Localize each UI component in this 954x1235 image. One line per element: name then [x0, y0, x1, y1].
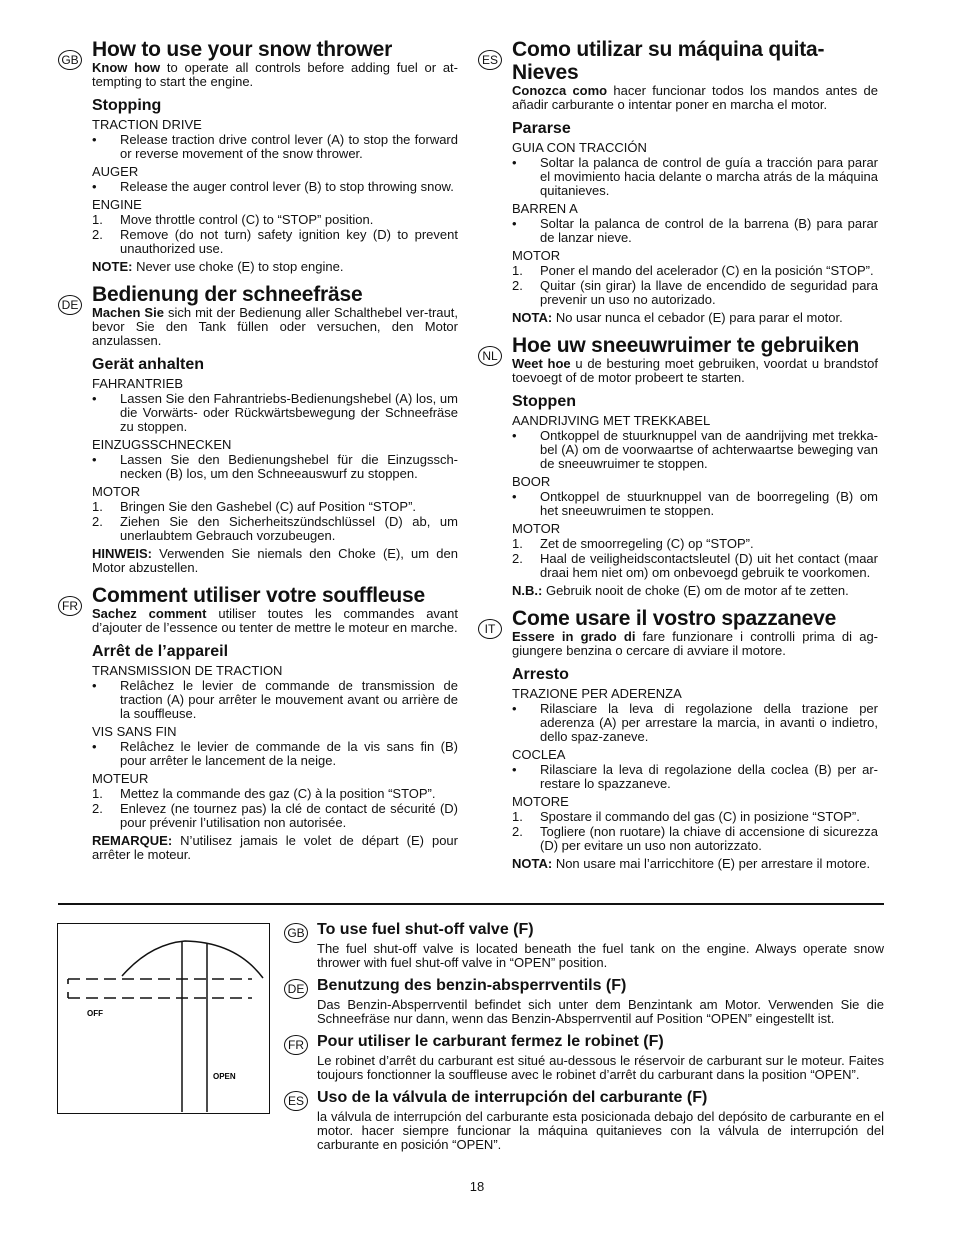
intro-text: fare funzionare i controlli prima di ag-giungere benzina o cercare di avviare il motore. [512, 629, 879, 658]
language-badge: GB [58, 50, 82, 70]
section-intro [92, 607, 458, 635]
language-badge: DE [58, 295, 82, 315]
section-note [92, 260, 458, 274]
fuel-section-fr [284, 1032, 884, 1082]
list-item [92, 228, 458, 256]
fuel-section-de [284, 976, 884, 1026]
language-badge: FR [58, 596, 82, 616]
list-item [512, 537, 878, 551]
language-badge: GB [284, 923, 308, 943]
group-label: MOTOR [512, 248, 561, 263]
list-text: Relâchez le levier de commande de la vis sans fin (B) pour arrêter le lancement de la neige. [120, 739, 458, 768]
list-marker: • [512, 762, 517, 777]
list-text: Ziehen Sie den Sicherheitszündschlüssel (D) ab, um unerlaubtem Gebrauch vorzubeugen. [120, 514, 458, 543]
section-note [92, 834, 458, 862]
note-text: N’utilisez jamais le volet de départ (E) pour arrêter le moteur. [92, 833, 458, 862]
list-item [512, 217, 878, 245]
section-subtitle: Gerät anhalten [92, 356, 205, 373]
section-fr [58, 584, 458, 862]
group-label: MOTOR [92, 484, 141, 499]
fuel-section-title: Pour utiliser le carburant fermez le robinet (F) [317, 1033, 664, 1050]
language-badge: FR [284, 1035, 308, 1055]
list-marker: 1. [92, 499, 103, 514]
section-note [512, 584, 878, 598]
fuel-valve-instructions [284, 920, 884, 1158]
section-es [478, 38, 878, 325]
open-label: OPEN [213, 1072, 236, 1081]
intro-emphasis: Machen Sie [92, 305, 164, 320]
note-label: NOTE: [92, 259, 133, 274]
list-text: Soltar la palanca de control de guía a tracción para parar el movimiento hacia delante o marcha atrás de la máquina quitanieves. [540, 155, 878, 198]
list-marker: • [92, 452, 97, 467]
section-intro [92, 61, 458, 89]
intro-text: u de besturing moet gebruiken, voordat u brandstof toevoegt of de motor probeert te starten. [512, 356, 878, 385]
right-column [478, 38, 878, 871]
list-marker: • [92, 391, 97, 406]
note-label: HINWEIS: [92, 546, 152, 561]
list-item [512, 429, 878, 471]
list-text: Haal de veiligheidscontactsleutel (D) uit het contact (maar draai hem niet om) om onbevoegd gebruik te voorkomen. [540, 551, 878, 580]
list-item [92, 213, 458, 227]
section-title: How to use your snow thrower [92, 38, 393, 61]
group-label: ENGINE [92, 197, 142, 212]
group-label: AUGER [92, 164, 139, 179]
section-intro [92, 306, 458, 348]
fuel-valve-diagram [58, 924, 268, 1112]
intro-emphasis: Weet hoe [512, 356, 571, 371]
list-text: Enlevez (ne tournez pas) la clé de contact de sécurité (D) pour prévenir l’utilisation non autorisée. [120, 801, 458, 830]
list-text: Remove (do not turn) safety ignition key (D) to prevent unauthorized use. [120, 227, 458, 256]
fuel-valve-figure [57, 923, 270, 1114]
list-item [512, 810, 878, 824]
group-label: VIS SANS FIN [92, 724, 177, 739]
list-text: Rilasciare la leva di regolazione della coclea (B) per ar-restare lo spazzaneve. [540, 762, 878, 791]
list-item [512, 156, 878, 198]
intro-text: utiliser toutes les commandes avant d’ajouter de l’essence ou tenter de mettre le moteur en marche. [92, 606, 458, 635]
list-item [92, 133, 458, 161]
list-marker: • [512, 428, 517, 443]
group-label: FAHRANTRIEB [92, 376, 184, 391]
language-badge: DE [284, 979, 308, 999]
fuel-section-text: Le robinet d’arrêt du carburant est situé au-dessous le réservoir de carburant sur le moteur. Faites toujours fonctionner la souffleuse avec le robinet d’arrêt du carburant dans la position “OPEN”. [317, 1053, 884, 1082]
list-text: Release the auger control lever (B) to stop throwing snow. [120, 179, 454, 194]
section-subtitle: Stoppen [512, 393, 576, 410]
note-label: NOTA: [512, 310, 553, 325]
section-it [478, 607, 878, 871]
section-title: Comment utiliser votre souffleuse [92, 584, 425, 607]
list-text: Rilasciare la leva di regolazione della trazione per aderenza (A) per arrestare la marcia, in avanti o indietro, dello spaz-zaneve. [540, 701, 878, 744]
group-label: BARREN A [512, 201, 578, 216]
group-label: EINZUGSSCHNECKEN [92, 437, 232, 452]
list-item [92, 679, 458, 721]
intro-emphasis: Essere in grado di [512, 629, 636, 644]
group-label: MOTEUR [92, 771, 149, 786]
list-item [512, 264, 878, 278]
list-marker: • [512, 216, 517, 231]
language-badge: ES [284, 1091, 308, 1111]
left-column [58, 38, 458, 862]
section-subtitle: Stopping [92, 97, 162, 114]
list-marker: • [92, 739, 97, 754]
group-label: MOTOR [512, 521, 561, 536]
group-label: TRANSMISSION DE TRACTION [92, 663, 283, 678]
note-text: No usar nunca el cebador (E) para parar el motor. [552, 310, 843, 325]
list-text: Zet de smoorregeling (C) op “STOP”. [540, 536, 754, 551]
list-text: Ontkoppel de stuurknuppel van de boorregeling (B) om het sneeuwruimen te stoppen. [540, 489, 878, 518]
list-item [92, 392, 458, 434]
fuel-section-text: The fuel shut-off valve is located beneath the fuel tank on the engine. Always operate snow thrower with fuel shut-off valve in “OPEN” position. [317, 941, 884, 970]
list-text: Togliere (non ruotare) la chiave di accensione di sicurezza (D) per evitare un uso non autorizzato. [540, 824, 878, 853]
note-text: Never use choke (E) to stop engine. [132, 259, 344, 274]
group-label: MOTORE [512, 794, 569, 809]
fuel-section-title: Uso de la válvula de interrupción del carburante (F) [317, 1089, 708, 1106]
section-subtitle: Pararse [512, 120, 571, 137]
section-note [92, 547, 458, 575]
list-marker: 2. [92, 227, 103, 242]
note-text: Gebruik nooit de choke (E) om de motor af te zetten. [542, 583, 849, 598]
section-title: Como utilizar su máquina quita-Nieves [512, 38, 825, 84]
group-label: TRAZIONE PER ADERENZA [512, 686, 682, 701]
note-text: Verwenden Sie niemals den Choke (E), um den Motor abzustellen. [92, 546, 458, 575]
group-label: AANDRIJVING MET TREKKABEL [512, 413, 711, 428]
list-item [512, 552, 878, 580]
list-text: Spostare il commando del gas (C) in posizione “STOP”. [540, 809, 860, 824]
section-gb [58, 38, 458, 274]
list-item [512, 825, 878, 853]
list-text: Poner el mando del acelerador (C) en la posición “STOP”. [540, 263, 874, 278]
list-marker: • [512, 489, 517, 504]
list-text: Release traction drive control lever (A) to stop the forward or reverse movement of the snow thrower. [120, 132, 458, 161]
list-marker: 1. [92, 786, 103, 801]
list-item [92, 180, 458, 194]
list-text: Quitar (sin girar) la llave de encendido de seguridad para prevenir un uso no autorizado. [540, 278, 878, 307]
list-marker: 2. [512, 551, 523, 566]
language-badge: NL [478, 346, 502, 366]
list-item [512, 279, 878, 307]
list-item [92, 500, 458, 514]
language-badge: ES [478, 50, 502, 70]
section-divider [58, 903, 884, 905]
list-marker: 1. [512, 536, 523, 551]
list-marker: 2. [512, 824, 523, 839]
fuel-section-es [284, 1088, 884, 1152]
note-label: N.B.: [512, 583, 543, 598]
fuel-section-gb [284, 920, 884, 970]
list-marker: • [92, 179, 97, 194]
list-marker: • [512, 155, 517, 170]
section-title: Bedienung der schneefräse [92, 283, 363, 306]
list-text: Relâchez le levier de commande de transmission de traction (A) pour arrêter le mouvement avant ou arrière de la souffleuse. [120, 678, 458, 721]
list-marker: • [92, 132, 97, 147]
note-text: Non usare mai l’arricchitore (E) per arrestare il motore. [552, 856, 871, 871]
list-item [92, 787, 458, 801]
section-title: Come usare il vostro spazzaneve [512, 607, 837, 630]
list-item [512, 702, 878, 744]
off-label: OFF [87, 1009, 103, 1018]
list-marker: 1. [92, 212, 103, 227]
group-label: TRACTION DRIVE [92, 117, 202, 132]
intro-emphasis: Conozca como [512, 83, 608, 98]
list-text: Bringen Sie den Gashebel (C) auf Position “STOP”. [120, 499, 417, 514]
intro-emphasis: Know how [92, 60, 161, 75]
intro-emphasis: Sachez comment [92, 606, 207, 621]
list-item [92, 740, 458, 768]
group-label: COCLEA [512, 747, 566, 762]
note-label: NOTA: [512, 856, 553, 871]
intro-text: to operate all controls before adding fuel or at-tempting to start the engine. [92, 60, 458, 89]
list-text: Mettez la commande des gaz (C) à la position “STOP”. [120, 786, 436, 801]
section-intro [512, 357, 878, 385]
section-intro [512, 84, 878, 112]
list-marker: 1. [512, 263, 523, 278]
list-text: Lassen Sie den Bedienungshebel für die Einzugssch-necken (B) los, um den Schneeauswurf zu stoppen. [120, 452, 458, 481]
list-item [92, 453, 458, 481]
list-marker: 2. [512, 278, 523, 293]
list-marker: 2. [92, 801, 103, 816]
list-item [92, 515, 458, 543]
list-marker: • [512, 701, 517, 716]
section-note [512, 311, 878, 325]
list-text: Soltar la palanca de control de la barrena (B) para parar de lanzar nieve. [540, 216, 878, 245]
list-text: Lassen Sie den Fahrantriebs-Bedienungshebel (A) los, um die Vorwärts- oder Rückwärtsbewegung der Schneefräse zu stoppen. [120, 391, 458, 434]
group-label: BOOR [512, 474, 551, 489]
list-marker: • [92, 678, 97, 693]
list-item [92, 802, 458, 830]
list-item [512, 490, 878, 518]
list-text: Ontkoppel de stuurknuppel van de aandrijving met trekka-bel (A) om de voorwaartse of achterwaartse beweging van de sneeuwruimer te stoppen. [540, 428, 878, 471]
section-de [58, 283, 458, 575]
section-intro [512, 630, 878, 658]
list-marker: 1. [512, 809, 523, 824]
list-text: Move throttle control (C) to “STOP” position. [120, 212, 374, 227]
fuel-section-title: Benutzung des benzin-absperrventils (F) [317, 977, 627, 994]
intro-text: sich mit der Bedienung aller Schalthebel ver-traut, bevor Sie den Tank füllen oder versuchen, den Motor anzulassen. [92, 305, 458, 348]
intro-text: hacer funcionar todos los mandos antes de añadir carburante o intentar poner en marcha el motor. [512, 83, 878, 112]
group-label: GUIA CON TRACCIÓN [512, 140, 647, 155]
section-nl [478, 334, 878, 598]
note-label: REMARQUE: [92, 833, 173, 848]
section-subtitle: Arresto [512, 666, 569, 683]
fuel-section-text: la válvula de interrupción del carburante esta posicionada debajo del depósito de carburante en el motor. hacer siempre funcionar la máquina quitanieves con la válvula de interrupción del carburante en posición “OPEN”. [317, 1109, 884, 1152]
fuel-section-title: To use fuel shut-off valve (F) [317, 921, 534, 938]
list-marker: 2. [92, 514, 103, 529]
section-note [512, 857, 878, 871]
language-badge: IT [478, 619, 502, 639]
page-number: 18 [469, 1179, 485, 1194]
section-title: Hoe uw sneeuwruimer te gebruiken [512, 334, 860, 357]
list-item [512, 763, 878, 791]
fuel-section-text: Das Benzin-Absperrventil befindet sich unter dem Benzintank am Motor. Verwenden Sie die Schneefräse nur dann, wenn das Benzin-Absperrventil auf Position “OPEN” eingestellt ist. [317, 997, 884, 1026]
section-subtitle: Arrêt de l’appareil [92, 643, 229, 660]
